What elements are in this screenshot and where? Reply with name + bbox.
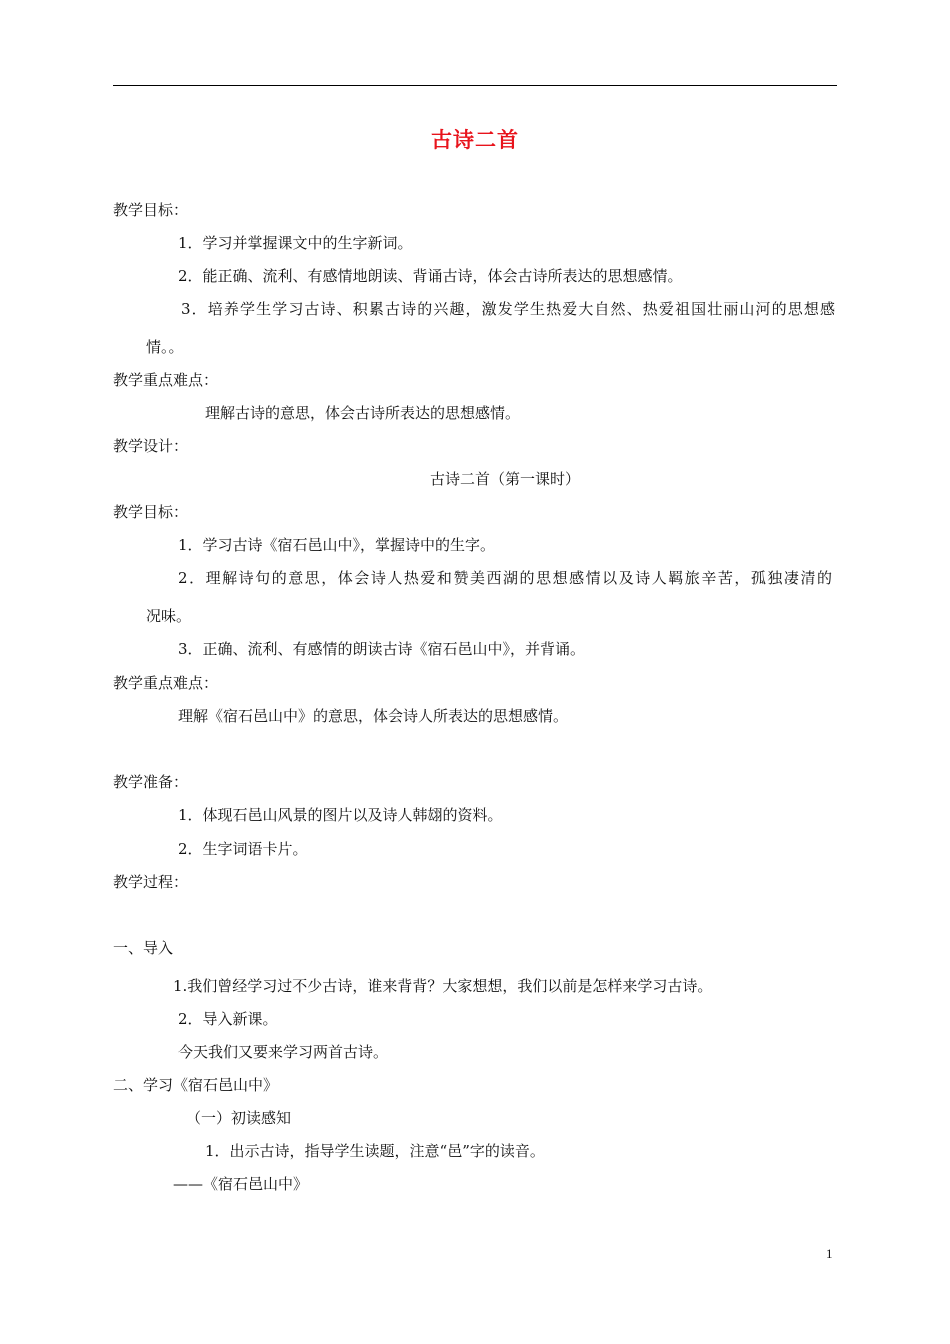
section-heading: 教学目标：: [113, 201, 189, 219]
section-heading: 教学重点难点：: [113, 674, 219, 692]
step-item: 1．出示古诗，指导学生读题，注意“邑”字的读音。: [205, 1142, 545, 1160]
step-item: 2．导入新课。: [178, 1010, 278, 1028]
section-heading: 教学重点难点：: [113, 371, 219, 389]
objective-item: 1．学习并掌握课文中的生字新词。: [178, 234, 413, 252]
objective-item: 3．培养学生学习古诗、积累古诗的兴趣，激发学生热爱大自然、热爱祖国壮丽山河的思想感: [181, 300, 835, 318]
subsection-title: 古诗二首（第一课时）: [429, 470, 580, 488]
objective-item: 3．正确、流利、有感情的朗读古诗《宿石邑山中》，并背诵。: [178, 640, 586, 658]
step-heading: 一、导入: [113, 939, 174, 957]
section-heading: 教学设计：: [113, 437, 189, 455]
substep-heading: （一）初读感知: [186, 1109, 292, 1127]
step-heading: 二、学习《宿石邑山中》: [113, 1076, 279, 1094]
objective-item: 2．能正确、流利、有感情地朗读、背诵古诗，体会古诗所表达的思想感情。: [178, 267, 683, 285]
body-text: 今天我们又要来学习两首古诗。: [178, 1043, 389, 1061]
body-text: 理解《宿石邑山中》的意思，体会诗人所表达的思想感情。: [178, 707, 569, 725]
step-item: 1.我们曾经学习过不少古诗，谁来背背？大家想想，我们以前是怎样来学习古诗。: [173, 977, 713, 995]
section-heading: 教学准备：: [113, 773, 189, 791]
objective-item: 1．学习古诗《宿石邑山中》，掌握诗中的生字。: [178, 536, 496, 554]
document-title: 古诗二首: [431, 128, 519, 152]
section-heading: 教学过程：: [113, 873, 189, 891]
objective-item: 2．理解诗句的意思，体会诗人热爱和赞美西湖的思想感情以及诗人羁旅辛苦，孤独凄清的: [178, 569, 832, 587]
objective-item-continuation: 况味。: [146, 607, 192, 625]
preparation-item: 1．体现石邑山风景的图片以及诗人韩翃的资料。: [178, 806, 503, 824]
objective-item-continuation: 情。。: [146, 338, 184, 356]
section-heading: 教学目标：: [113, 503, 189, 521]
page-number: 1: [826, 1246, 833, 1261]
body-text: 理解古诗的意思，体会古诗所表达的思想感情。: [205, 404, 521, 422]
preparation-item: 2．生字词语卡片。: [178, 840, 308, 858]
poem-title: ——《宿石邑山中》: [173, 1175, 309, 1193]
header-rule: [113, 85, 837, 86]
